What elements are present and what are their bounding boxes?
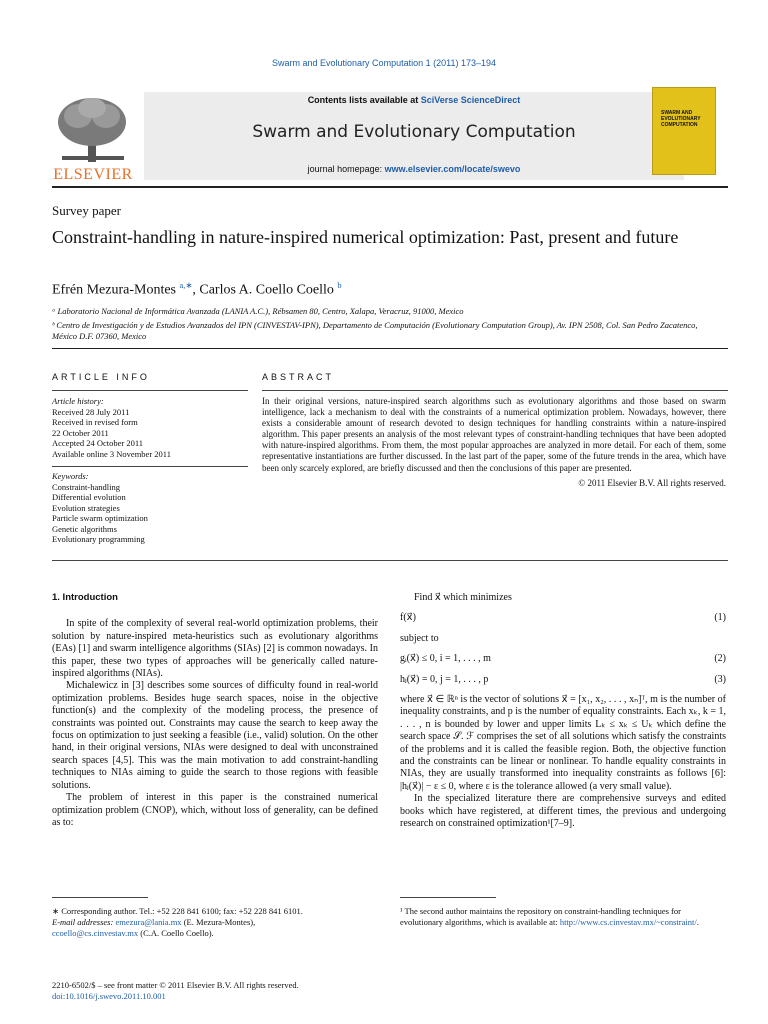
abstract-heading: ABSTRACT <box>262 372 335 382</box>
history-item: Available online 3 November 2011 <box>52 448 171 459</box>
article-info <box>52 396 248 545</box>
history-item: Received 28 July 2011 <box>52 406 130 417</box>
journal-reference[interactable]: Swarm and Evolutionary Computation 1 (2011) 173–194 <box>272 58 496 68</box>
author-separator: , <box>192 282 200 298</box>
author-affiliation-mark[interactable]: b <box>337 281 342 290</box>
sciencedirect-link[interactable]: SciVerse ScienceDirect <box>420 95 521 105</box>
body-column-right <box>400 592 726 831</box>
history-item: Received in revised form <box>52 417 138 427</box>
publisher-logo-text: ELSEVIER <box>53 166 133 183</box>
keyword: Differential evolution <box>52 492 126 502</box>
copyright: © 2011 Elsevier B.V. All rights reserved. <box>578 477 726 488</box>
footnote-rule <box>400 897 496 898</box>
affiliation-a: ᵃ Laboratorio Nacional de Informática Avanzada (LANIA A.C.), Rébsamen 80, Centro, Xalapa, Veracruz, 91000, Mexico <box>52 306 464 316</box>
keywords-divider <box>52 466 248 467</box>
contents-line <box>144 95 684 105</box>
corresponding-author: ∗ Corresponding author. Tel.: +52 228 841 6100; fax: +52 228 841 6101. <box>52 906 303 916</box>
keyword: Evolutionary programming <box>52 534 145 544</box>
equation-1 <box>400 612 726 624</box>
equation-body: f(x⃗) <box>400 612 416 624</box>
article-type: Survey paper <box>52 203 121 218</box>
keyword: Constraint-handling <box>52 481 120 492</box>
history-item: 22 October 2011 <box>52 427 109 438</box>
homepage-link[interactable]: www.elsevier.com/locate/swevo <box>384 164 521 174</box>
footnote-1 <box>400 906 726 928</box>
homepage-prefix: journal homepage: <box>307 164 385 174</box>
section-rule <box>52 348 728 349</box>
doi-link[interactable]: doi:10.1016/j.swevo.2011.10.001 <box>52 991 166 1001</box>
body-column-left <box>52 592 378 829</box>
history-label: Article history: <box>52 396 104 406</box>
author-affiliation-mark[interactable]: a,∗ <box>179 281 193 290</box>
equation-body: hⱼ(x⃗) = 0, j = 1, . . . , p <box>400 673 489 685</box>
history-item: Accepted 24 October 2011 <box>52 438 144 448</box>
abstract-text: In their original versions, nature-inspired search algorithms such as evolutionary algorithms and those based on swarm intelligence, lack a mechanism to deal with the constraints of a numerical optimization problem. Nowadays, however, there exists a considerable amount of research devoted to design techniques for handling constraints within a nature-inspired algorithm. This paper presents an analysis of the most relevant types of constraint-handling techniques that have been adopted with nature-inspired algorithms. From them, the most popular approaches are analyzed in more detail. For each of them, some representative instantiations are further discussed. In the last part of the paper, some of the future trends in the area, which have been only scarcely explored, are briefly discussed and then the conclusions of this paper are presented. <box>262 396 726 473</box>
email-owner: (C.A. Coello Coello). <box>138 928 214 938</box>
paragraph: The problem of interest in this paper is the constrained numerical optimization problem (CNOP), which, without loss of generality, can be defined as to: <box>52 792 378 828</box>
email-addresses <box>52 917 378 928</box>
footnote-rule <box>52 897 148 898</box>
email-owner: (E. Mezura-Montes), <box>181 917 256 927</box>
cover-title <box>661 110 713 128</box>
email-link[interactable]: ccoello@cs.cinvestav.mx <box>52 928 139 938</box>
cover-line: SWARM AND <box>661 110 693 116</box>
paragraph: In the specialized literature there are comprehensive surveys and edited books which have registered, at different times, the previous and undergoing research on constrained optimization¹[7–9]. <box>400 793 726 830</box>
section-heading: 1. Introduction <box>52 592 118 603</box>
footnote-text: ¹ The second author maintains the repository on constraint-handling techniques for evolutionary algorithms, which is available at: <box>400 906 681 927</box>
keyword: Evolution strategies <box>52 502 120 513</box>
footnote-end: . <box>696 917 699 927</box>
equation-number: (3) <box>714 673 726 685</box>
cover-line: COMPUTATION <box>661 122 698 128</box>
masthead <box>52 92 636 182</box>
journal-title: Swarm and Evolutionary Computation <box>252 122 576 142</box>
abstract-rule <box>262 390 728 391</box>
keyword: Genetic algorithms <box>52 523 117 534</box>
email-addresses <box>52 928 378 939</box>
paragraph: where x⃗ ∈ ℝⁿ is the vector of solutions x⃗ = [x₁, x₂, . . . , xₙ]ᵀ, m is the number of inequality constraints, and p is the number of equality constraints. Each xₖ, k = 1, . . . , n is bounded by lower and upper limits Lₖ ≤ xₖ ≤ Uₖ which define the search space 𝒮. ℱ comprises the set of all solutions which satisfy the constraints of the problems and it is called the feasible region. Both, the objective function and the constraints can be linear or nonlinear. To handle equality constraints in NIAs, they are usually transformed into inequality constraints as follows [6]: |hⱼ(x⃗)| − ε ≤ 0, where ε is the tolerance allowed (a very small value). <box>400 694 726 792</box>
equation-2 <box>400 653 726 665</box>
author-name: Efrén Mezura-Montes <box>52 282 177 298</box>
cover-line: EVOLUTIONARY <box>661 116 701 122</box>
subject-to: subject to <box>400 632 439 644</box>
equation-3 <box>400 674 726 686</box>
header-rule <box>52 186 728 188</box>
issn-line: 2210-6502/$ – see front matter © 2011 Elsevier B.V. All rights reserved. <box>52 980 299 990</box>
corresponding-author-footnote <box>52 906 378 939</box>
author-name: Carlos A. Coello Coello <box>199 282 334 298</box>
paragraph: Michalewicz in [3] describes some sources of difficulty found in real-world optimization problems. Besides huge search spaces, noise in the objective function(s) and the complexity of the modeling process, the presence of constraints was pointed out. Constraints may cause the search to keep away the focus on optimization to just seeking a feasible (i.e., valid) solution. On the other hand, in their original versions, NIAs were designed to deal with unconstrained search spaces [4,5]. This was the main motivation to add constraint-handling techniques to NIAs aiming to guide the search to those regions with feasible solutions. <box>52 680 378 791</box>
masthead-box <box>144 92 684 180</box>
repository-link[interactable]: http://www.cs.cinvestav.mx/~constraint/ <box>559 917 697 927</box>
email-link[interactable]: emezura@lania.mx <box>115 917 182 927</box>
affiliation-b: ᵇ Centro de Investigación y de Estudios Avanzados del IPN (CINVESTAV-IPN), Departamento de Computación (Evolutionary Computation Group), Av. IPN 2508, Col. San Pedro Zacatenco, México D.F. 07360, Mexico <box>52 320 698 341</box>
contents-prefix: Contents lists available at <box>307 95 421 105</box>
article-title: Constraint-handling in nature-inspired numerical optimization: Past, present and future <box>52 227 679 247</box>
article-info-heading: ARTICLE INFO <box>52 372 150 382</box>
abstract <box>262 396 726 489</box>
abstract-bottom-rule <box>52 560 728 561</box>
find-line: Find x⃗ which minimizes <box>414 592 512 603</box>
email-label: E-mail addresses: <box>52 917 116 927</box>
info-rule <box>52 390 248 391</box>
equation-body: gᵢ(x⃗) ≤ 0, i = 1, . . . , m <box>400 653 491 665</box>
journal-cover-image <box>652 87 716 175</box>
keyword: Particle swarm optimization <box>52 513 148 523</box>
paragraph: In spite of the complexity of several real-world optimization problems, their solution by nature-inspired meta-heuristics such as evolutionary algorithms (EAs) [1] and swarm intelligence algorithms (SIAs) [2] is common nowadays. In this paper, these two types of approaches will be generically called nature-inspired algorithms (NIAs). <box>52 618 378 680</box>
keywords-label: Keywords: <box>52 471 89 481</box>
equation-number: (1) <box>714 612 726 624</box>
equation-number: (2) <box>714 653 726 665</box>
issn-block <box>52 980 378 1002</box>
homepage-line <box>144 164 684 174</box>
author-list <box>52 280 342 299</box>
